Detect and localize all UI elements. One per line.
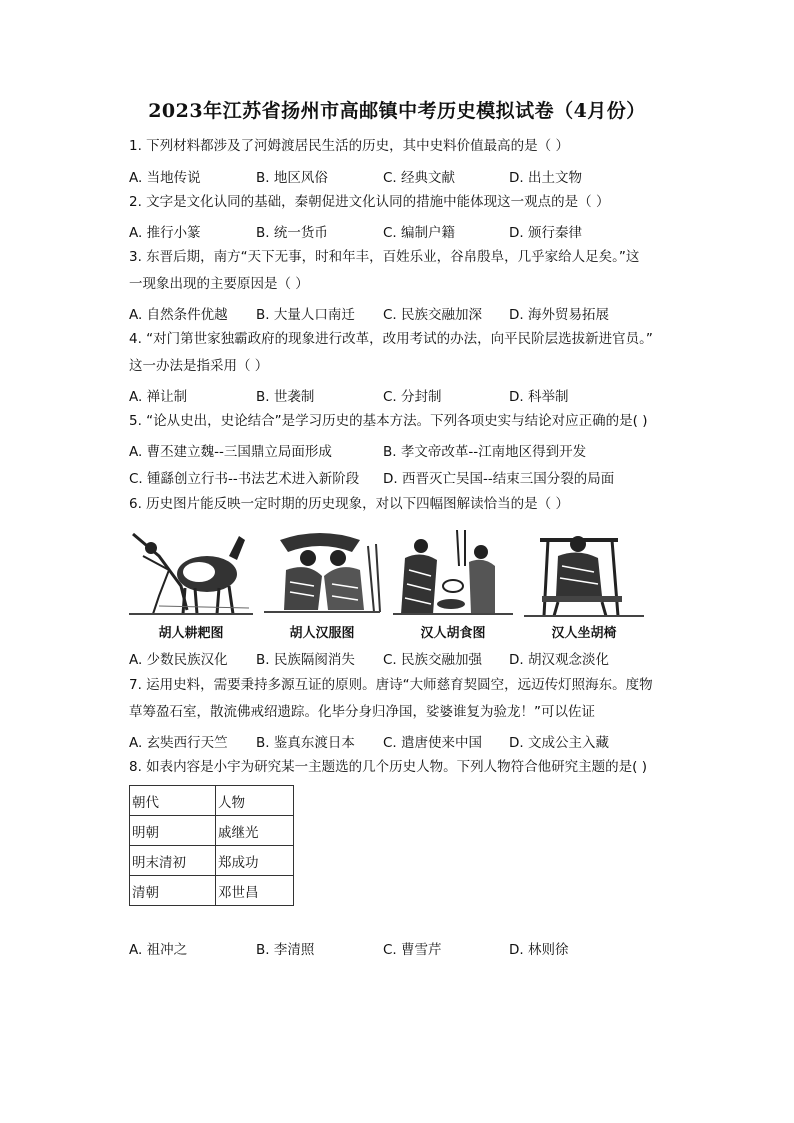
table-header-cell: 人物 [216,786,294,816]
q6-option-c: C. 民族交融加强 [383,652,483,668]
q6-option-b: B. 民族隔阂消失 [256,652,355,668]
q2-option-b: B. 统一货币 [256,225,328,241]
table-header-cell: 朝代 [130,786,216,816]
figure-caption-2: 胡人汉服图 [289,626,355,641]
q5-stem: 5. “论从史出，史论结合”是学习历史的基本方法。下列各项史实与结论对应正确的是( ) [129,413,648,429]
q1-stem: 1. 下列材料都涉及了河姆渡居民生活的历史，其中史料价值最高的是（ ） [129,138,569,154]
table-row [130,846,294,876]
q3-stem-line1: 3. 东晋后期，南方“天下无事，时和年丰，百姓乐业，谷帛殷阜，几乎家给人足矣。”这 [129,249,640,265]
han-eating-hu-food-illustration [391,526,515,618]
q1-option-d: D. 出土文物 [509,170,582,186]
table-cell: 邓世昌 [216,876,294,906]
q8-option-d: D. 林则徐 [509,942,569,958]
table-cell: 郑成功 [216,846,294,876]
q6-stem: 6. 历史图片能反映一定时期的历史现象，对以下四幅图解读恰当的是（ ） [129,496,569,512]
han-on-hu-chair-illustration [522,526,646,618]
q8-option-b: B. 李清照 [256,942,315,958]
q3-stem-line2: 一现象出现的主要原因是（ ） [129,276,309,292]
q3-option-c: C. 民族交融加深 [383,307,483,323]
q4-stem-line2: 这一办法是指采用（ ） [129,358,269,374]
q7-option-c: C. 遣唐使来中国 [383,735,483,751]
table-cell: 戚继光 [216,816,294,846]
q5-option-c: C. 锺繇创立行书--书法艺术进入新阶段 [129,471,360,487]
q3-option-a: A. 自然条件优越 [129,307,228,323]
table-cell: 明末清初 [130,846,216,876]
q8-stem: 8. 如表内容是小宇为研究某一主题选的几个历史人物。下列人物符合他研究主题的是( ) [129,759,647,775]
table-row [130,816,294,846]
plowing-illustration [129,526,253,618]
q7-stem-line2: 草筹盈石室，散流佛戒绍遗踪。化毕分身归净国，娑婆谁复为验龙！”可以佐证 [129,704,595,720]
q4-stem-line1: 4. “对门第世家独霸政府的现象进行改革，改用考试的办法，向平民阶层选拔新进官员。” [129,331,653,347]
figure-caption-1: 胡人耕耙图 [158,626,224,641]
q4-option-d: D. 科举制 [509,389,569,405]
q8-option-a: A. 祖冲之 [129,942,188,958]
q1-option-a: A. 当地传说 [129,170,201,186]
q6-picture-row [129,526,649,642]
q6-option-a: A. 少数民族汉化 [129,652,228,668]
q6-option-d: D. 胡汉观念淡化 [509,652,609,668]
q4-option-c: C. 分封制 [383,389,442,405]
q1-option-b: B. 地区风俗 [256,170,328,186]
table-cell: 清朝 [130,876,216,906]
q5-option-d: D. 西晋灭亡吴国--结束三国分裂的局面 [383,471,615,487]
table-row [130,876,294,906]
figure-caption-4: 汉人坐胡椅 [551,626,617,641]
q4-option-a: A. 禅让制 [129,389,188,405]
q7-option-d: D. 文成公主入藏 [509,735,609,751]
q5-option-b: B. 孝文帝改革--江南地区得到开发 [383,444,587,460]
q4-option-b: B. 世袭制 [256,389,315,405]
q3-option-b: B. 大量人口南迁 [256,307,355,323]
q7-option-b: B. 鉴真东渡日本 [256,735,355,751]
q2-option-c: C. 编制户籍 [383,225,456,241]
exam-title: 2023年江苏省扬州市高邮镇中考历史模拟试卷（4月份） [148,100,646,122]
q2-stem: 2. 文字是文化认同的基础，秦朝促进文化认同的措施中能体现这一观点的是（ ） [129,194,610,210]
q7-option-a: A. 玄奘西行天竺 [129,735,228,751]
q8-table [129,785,294,906]
figure-caption-3: 汉人胡食图 [420,626,486,641]
hu-in-han-clothing-illustration [260,526,384,618]
q7-stem-line1: 7. 运用史料，需要秉持多源互证的原则。唐诗“大师慈育契圆空，远迈传灯照海东。度物 [129,677,653,693]
q2-option-d: D. 颁行秦律 [509,225,582,241]
table-cell: 明朝 [130,816,216,846]
q8-option-c: C. 曹雪芹 [383,942,442,958]
q3-option-d: D. 海外贸易拓展 [509,307,609,323]
q5-option-a: A. 曹丕建立魏--三国鼎立局面形成 [129,444,332,460]
q1-option-c: C. 经典文献 [383,170,456,186]
q2-option-a: A. 推行小篆 [129,225,201,241]
table-header-row [130,786,294,816]
